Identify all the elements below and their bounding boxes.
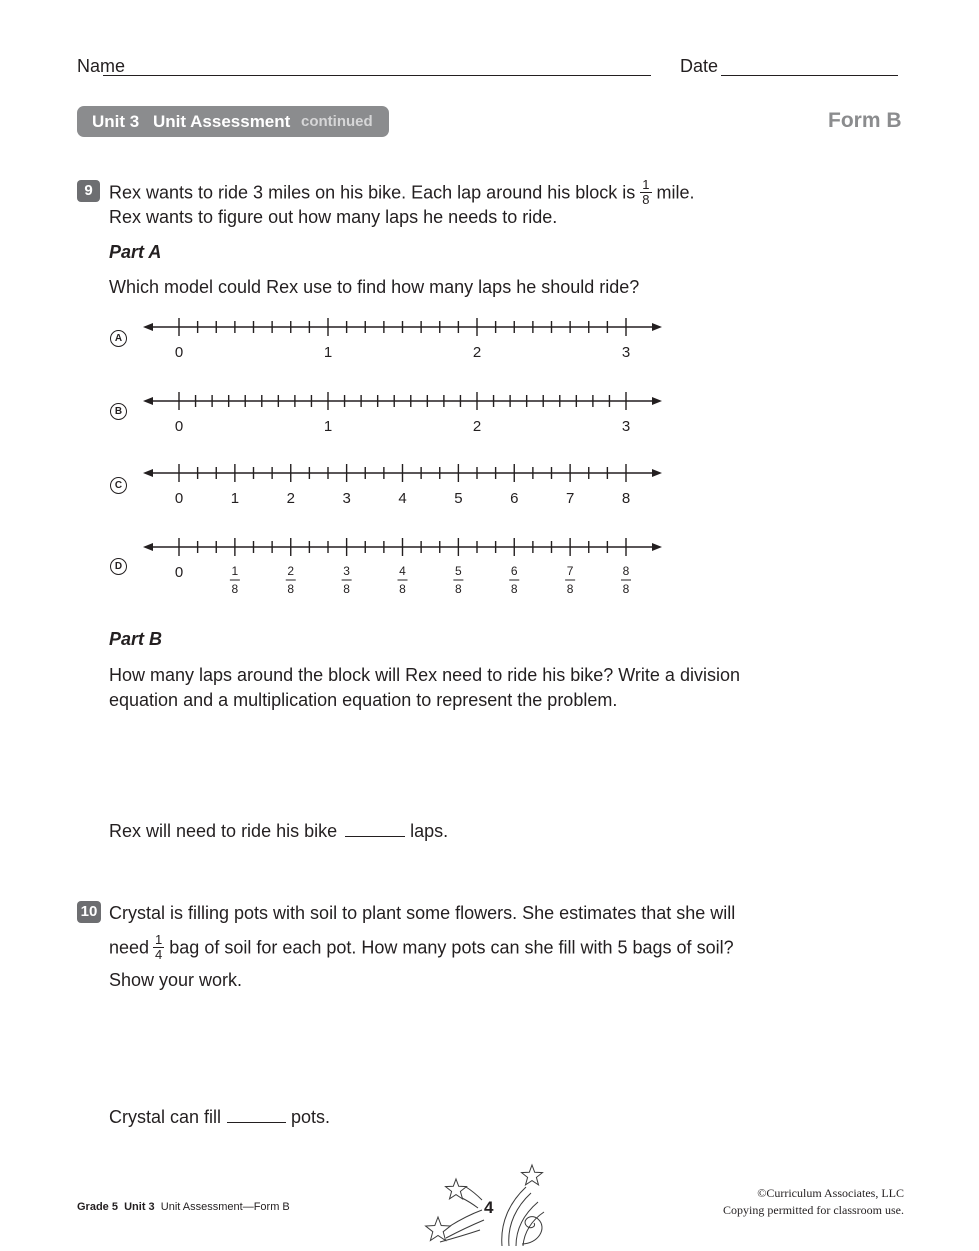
question-9-text-start: Rex wants to ride 3 miles on his bike. Each lap around his block is xyxy=(109,182,636,203)
tick-label-denominator: 8 xyxy=(343,582,350,596)
fraction-numerator: 1 xyxy=(155,932,163,947)
right-arrow-icon xyxy=(652,397,662,405)
fraction-one-fourth xyxy=(153,933,164,962)
tick-label: 0 xyxy=(174,344,184,361)
footer-permission: Copying permitted for classroom use. xyxy=(723,1203,904,1217)
tick-label-numerator: 4 xyxy=(399,564,406,578)
tick-label: 3 xyxy=(621,418,631,435)
number-line-models xyxy=(0,300,700,610)
decorative-stars-icon xyxy=(410,1160,555,1250)
left-arrow-icon xyxy=(143,543,153,551)
star-icon xyxy=(522,1165,543,1185)
question-10-line-1: Crystal is filling pots with soil to plant some flowers. She estimates that she will xyxy=(109,903,736,923)
question-10-answer-sentence xyxy=(109,1105,330,1129)
answer-text-start: Rex will need to ride his bike xyxy=(109,821,338,841)
form-label: Form B xyxy=(828,109,902,132)
right-arrow-icon xyxy=(652,323,662,331)
question-9-answer-sentence xyxy=(109,819,448,843)
number-line-c xyxy=(143,464,662,507)
name-field[interactable] xyxy=(103,75,651,76)
tick-label: 2 xyxy=(286,490,295,507)
part-b-prompt-line-1: How many laps around the block will Rex need to ride his bike? Write a division xyxy=(109,665,740,685)
question-9-line-1 xyxy=(109,179,695,208)
tick-label-numerator: 7 xyxy=(566,564,574,578)
footer-unit: Unit 3 xyxy=(124,1201,155,1213)
question-9-line-2: Rex wants to figure out how many laps he needs to ride. xyxy=(109,207,558,227)
footer-course-info xyxy=(77,1200,290,1214)
question-9-text-end: mile. xyxy=(656,182,695,203)
swirl-icon xyxy=(522,1217,542,1244)
laps-answer-blank[interactable] xyxy=(345,822,405,837)
tick-label: 7 xyxy=(565,490,575,507)
tick-label-numerator: 1 xyxy=(231,564,239,578)
tick-label-numerator: 5 xyxy=(455,564,462,578)
tick-label-denominator: 8 xyxy=(510,582,518,596)
question-10-line-3: Show your work. xyxy=(109,970,243,990)
page-number: 4 xyxy=(484,1198,494,1217)
star-trail-icon xyxy=(462,1187,482,1208)
part-a-heading: Part A xyxy=(109,242,162,262)
header-unit: Unit 3 xyxy=(92,112,140,131)
number-line-b xyxy=(143,392,662,435)
tick-label-denominator: 8 xyxy=(566,582,574,596)
part-b-heading: Part B xyxy=(109,629,163,649)
tick-label: 4 xyxy=(398,490,407,507)
tick-label-numerator: 6 xyxy=(510,564,518,578)
left-arrow-icon xyxy=(143,323,153,331)
answer-text-end: laps. xyxy=(410,821,449,841)
tick-label: 8 xyxy=(621,490,631,507)
tick-label: 5 xyxy=(454,490,463,507)
answer-text-end: pots. xyxy=(291,1107,331,1127)
date-field[interactable] xyxy=(721,75,898,76)
date-label: Date xyxy=(680,56,719,76)
star-icon xyxy=(426,1217,451,1241)
tick-label-denominator: 8 xyxy=(399,582,406,596)
fraction-one-eighth xyxy=(640,178,651,207)
unit-header-banner xyxy=(77,106,389,137)
tick-label: 6 xyxy=(510,490,519,507)
tick-label: 1 xyxy=(230,490,240,507)
tick-label-denominator: 8 xyxy=(622,582,630,596)
part-a-prompt: Which model could Rex use to find how many laps he should ride? xyxy=(109,277,640,297)
answer-text-start: Crystal can fill xyxy=(109,1107,222,1127)
header-title: Unit Assessment xyxy=(153,112,291,131)
choice-d-bubble[interactable]: D xyxy=(110,558,127,575)
choice-a-bubble[interactable]: A xyxy=(110,330,127,347)
question-10-line-2 xyxy=(109,934,734,963)
tick-label: 0 xyxy=(174,490,184,507)
left-arrow-icon xyxy=(143,469,153,477)
part-b-prompt-line-2: equation and a multiplication equation to represent the problem. xyxy=(109,690,618,710)
tick-label: 2 xyxy=(472,418,482,435)
choice-c-bubble[interactable]: C xyxy=(110,477,127,494)
tick-label-denominator: 8 xyxy=(287,582,295,596)
number-line-d xyxy=(143,538,662,596)
tick-label-numerator: 3 xyxy=(343,564,350,578)
tick-label: 0 xyxy=(174,564,184,581)
pots-answer-blank[interactable] xyxy=(227,1108,286,1123)
footer-grade: Grade 5 xyxy=(77,1201,118,1213)
tick-label: 1 xyxy=(323,344,333,361)
footer-copyright: ©Curriculum Associates, LLC xyxy=(757,1186,904,1200)
footer-title: Unit Assessment—Form B xyxy=(160,1201,290,1213)
question-9-number-badge: 9 xyxy=(77,180,100,202)
tick-label-denominator: 8 xyxy=(455,582,462,596)
star-icon xyxy=(446,1179,467,1199)
fraction-denominator: 8 xyxy=(642,192,650,207)
tick-label-numerator: 2 xyxy=(287,564,295,578)
tick-label: 2 xyxy=(472,344,482,361)
tick-label-denominator: 8 xyxy=(231,582,239,596)
tick-label: 3 xyxy=(621,344,631,361)
question-10-number-badge: 10 xyxy=(77,901,101,923)
fraction-denominator: 4 xyxy=(155,947,163,962)
header-continued: continued xyxy=(301,113,373,130)
right-arrow-icon xyxy=(652,543,662,551)
name-label: Name xyxy=(77,56,126,76)
left-arrow-icon xyxy=(143,397,153,405)
question-10-text-start: need xyxy=(109,937,150,958)
tick-label: 3 xyxy=(342,490,351,507)
tick-label-numerator: 8 xyxy=(622,564,630,578)
tick-label: 0 xyxy=(174,418,184,435)
number-line-a xyxy=(143,318,662,361)
right-arrow-icon xyxy=(652,469,662,477)
fraction-numerator: 1 xyxy=(642,177,650,192)
tick-label: 1 xyxy=(323,418,333,435)
choice-b-bubble[interactable]: B xyxy=(110,403,127,420)
question-10-text-end: bag of soil for each pot. How many pots can she fill with 5 bags of soil? xyxy=(169,937,734,958)
